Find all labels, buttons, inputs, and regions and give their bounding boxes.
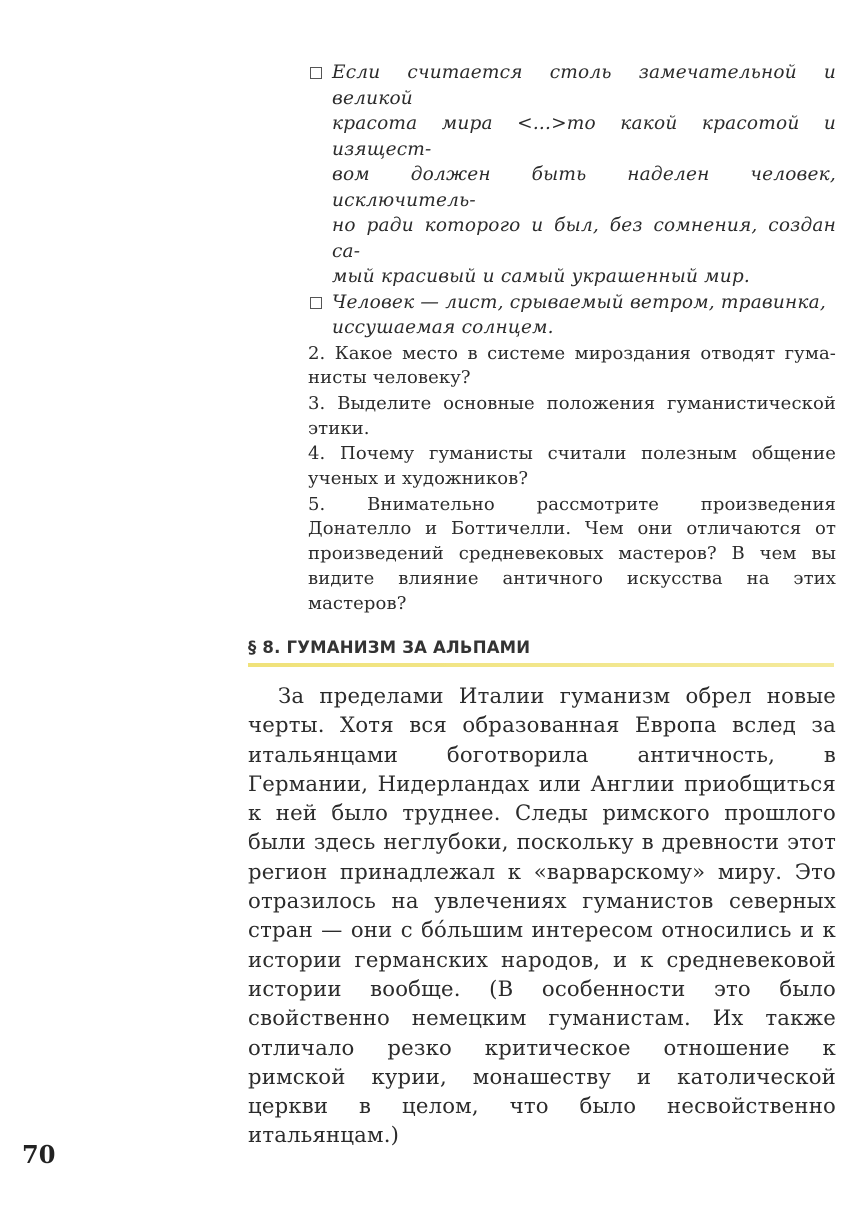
- question-2: [308, 342, 836, 391]
- answer-option-1: [308, 60, 836, 290]
- checkbox-icon[interactable]: [310, 297, 322, 309]
- option-line: вом должен быть наделен человек, исключитель-: [332, 164, 836, 211]
- answer-option-2: [308, 290, 836, 341]
- option-line: Человек — лист, срываемый ветром, травинка,: [332, 291, 826, 313]
- option-line: Если считается столь замечательной и великой: [332, 62, 836, 109]
- review-questions: [308, 60, 836, 616]
- option-line: но ради которого и был, без сомнения, создан са-: [332, 215, 836, 262]
- question-5: [308, 493, 836, 617]
- checkbox-icon[interactable]: [310, 67, 322, 79]
- question-3: [308, 392, 836, 441]
- title-underline: [248, 663, 834, 667]
- option-line: красота мира <...>то какой красотой и изящест-: [332, 113, 836, 160]
- section-8: [248, 638, 836, 1150]
- question-number: 4.: [308, 443, 326, 465]
- question-text: Внимательно рассмотрите произведения Донателло и Боттичелли. Чем они отличаются от произведений средневековых мастеров? В чем вы видите влияние античного искусства на этих мастеров?: [308, 493, 836, 614]
- section-title: § 8. ГУМАНИЗМ ЗА АЛЬПАМИ: [248, 638, 531, 657]
- question-number: 2.: [308, 342, 326, 364]
- question-4: [308, 442, 836, 491]
- page-number: 70: [22, 1140, 56, 1169]
- question-number: 3.: [308, 392, 326, 414]
- option-line: иссушаемая солнцем.: [332, 317, 554, 338]
- option-line: мый красивый и самый украшенный мир.: [332, 266, 750, 287]
- question-text: Выделите основные положения гуманистической этики.: [308, 392, 837, 439]
- section-paragraph: За пределами Италии гуманизм обрел новые черты. Хотя вся образованная Европа вслед за итальянцами боготворила античность, в Германии, Нидерландах или Англии приобщиться к ней было труднее. Следы римского прошлого были здесь неглубоки, поскольку в древности этот регион принадлежал к «варварскому» миру. Это отразилось на увлечениях гуманистов северных стран — они с бóльшим интересом относились и к истории германских народов, и к средневековой истории вообще. (В особенности это было свойственно немецким гуманистам. Их также отличало резко критическое отношение к римской курии, монашеству и католической церкви в целом, что было несвойственно итальянцам.): [248, 683, 836, 1148]
- question-text: Почему гуманисты считали полезным общение ученых и художников?: [308, 443, 836, 490]
- question-number: 5.: [308, 493, 326, 515]
- question-text: Какое место в системе мироздания отводят гума-нисты человеку?: [308, 342, 836, 389]
